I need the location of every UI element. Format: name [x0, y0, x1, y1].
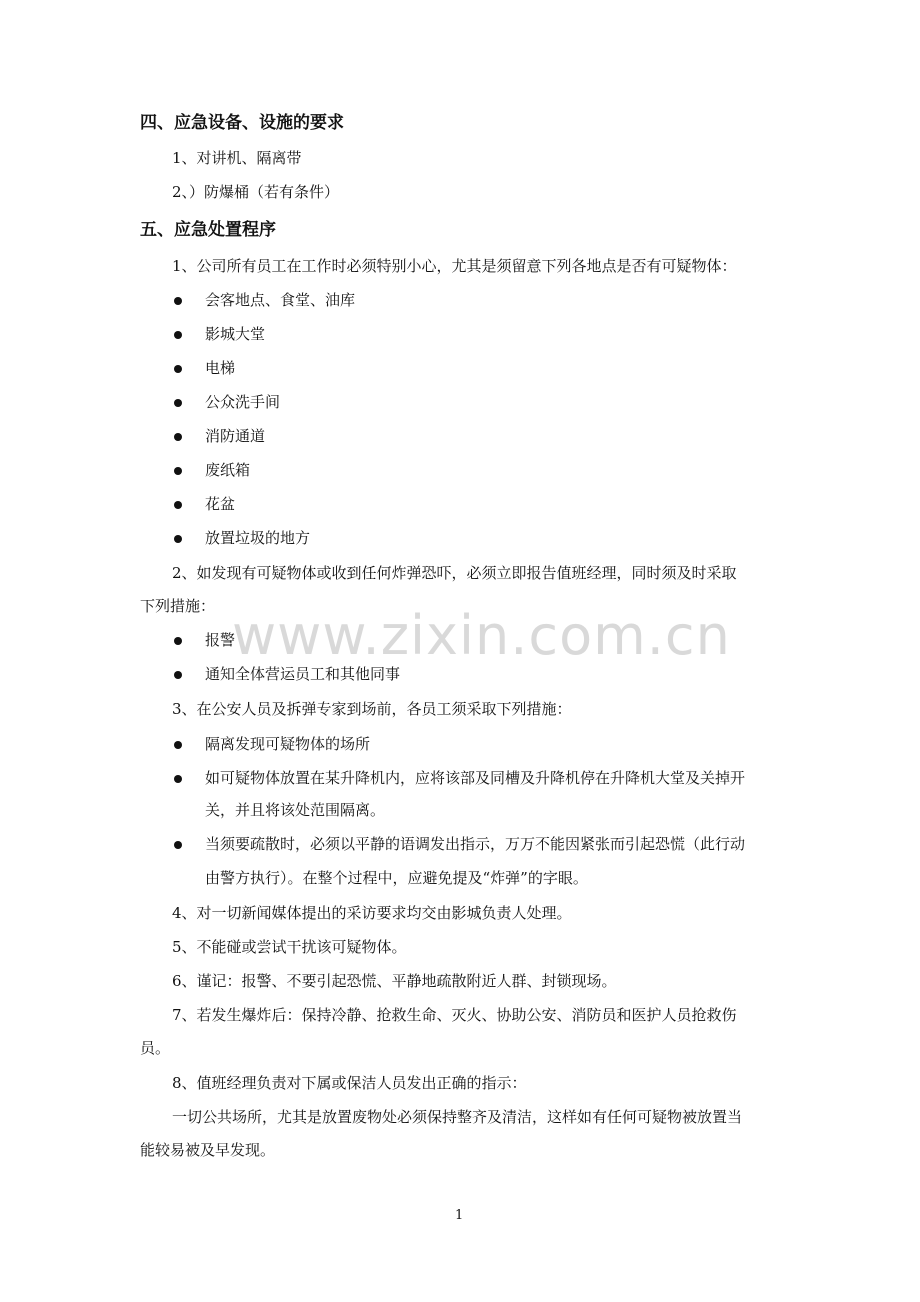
bullet-dot [174, 365, 182, 373]
location-item: 花盆 [205, 495, 236, 513]
location-item: 电梯 [205, 359, 236, 377]
section-4-heading: 四、应急设备、设施的要求 [140, 113, 344, 133]
watermark: www.zixin.com.cn [232, 604, 731, 667]
paragraph-9-line-2: 能较易被及早发现。 [140, 1141, 276, 1159]
location-item: 会客地点、食堂、油库 [205, 291, 356, 309]
location-item: 消防通道 [205, 427, 266, 445]
bullet-dot [174, 331, 182, 339]
section-4-item-2: 2、）防爆桶（若有条件） [172, 183, 340, 201]
bullet-dot [174, 637, 182, 645]
bullet-dot [174, 433, 182, 441]
bullet-dot [174, 535, 182, 543]
paragraph-2-line-2: 下列措施： [140, 597, 216, 615]
section-5-heading: 五、应急处置程序 [140, 220, 276, 240]
location-item: 放置垃圾的地方 [205, 529, 311, 547]
paragraph-2-line-1: 2、如发现有可疑物体或收到任何炸弹恐吓，必须立即报告值班经理，同时须及时采取 [172, 564, 737, 582]
location-item: 公众洗手间 [205, 393, 281, 411]
bullet-dot [174, 775, 182, 783]
paragraph-8: 8、值班经理负责对下属或保洁人员发出正确的指示： [172, 1074, 527, 1092]
action-item: 报警 [205, 631, 236, 649]
paragraph-4: 4、对一切新闻媒体提出的采访要求均交由影城负责人处理。 [172, 904, 572, 922]
bullet-dot [174, 297, 182, 305]
bullet-dot [174, 467, 182, 475]
measure-item-line-1: 当须要疏散时，必须以平静的语调发出指示，万万不能因紧张而引起恐慌（此行动 [205, 835, 746, 853]
paragraph-7-line-2: 员。 [140, 1039, 171, 1057]
paragraph-7-line-1: 7、若发生爆炸后：保持冷静、抢救生命、灭火、协助公安、消防员和医护人员抢救伤 [172, 1006, 737, 1024]
measure-item: 隔离发现可疑物体的场所 [205, 735, 371, 753]
page-number: 1 [455, 1208, 464, 1223]
paragraph-1: 1、公司所有员工在工作时必须特别小心，尤其是须留意下列各地点是否有可疑物体： [172, 257, 737, 275]
bullet-dot [174, 501, 182, 509]
bullet-dot [174, 741, 182, 749]
location-item: 废纸箱 [205, 461, 251, 479]
measure-item-line-1: 如可疑物体放置在某升降机内，应将该部及同槽及升降机停在升降机大堂及关掉开 [205, 769, 746, 787]
location-item: 影城大堂 [205, 325, 266, 343]
measure-item-line-2: 由警方执行）。在整个过程中，应避免提及“炸弹”的字眼。 [205, 869, 588, 887]
paragraph-3: 3、在公安人员及拆弹专家到场前，各员工须采取下列措施： [172, 700, 572, 718]
bullet-dot [174, 671, 182, 679]
paragraph-5: 5、不能碰或尝试干扰该可疑物体。 [172, 938, 407, 956]
paragraph-9-line-1: 一切公共场所，尤其是放置废物处必须保持整齐及清洁，这样如有任何可疑物被放置当 [172, 1108, 743, 1126]
measure-item-line-2: 关，并且将该处范围隔离。 [205, 801, 386, 819]
bullet-dot [174, 841, 182, 849]
section-4-item-1: 1、对讲机、隔离带 [172, 149, 302, 167]
bullet-dot [174, 399, 182, 407]
action-item: 通知全体营运员工和其他同事 [205, 665, 401, 683]
paragraph-6: 6、谨记：报警、不要引起恐慌、平静地疏散附近人群、封锁现场。 [172, 972, 617, 990]
